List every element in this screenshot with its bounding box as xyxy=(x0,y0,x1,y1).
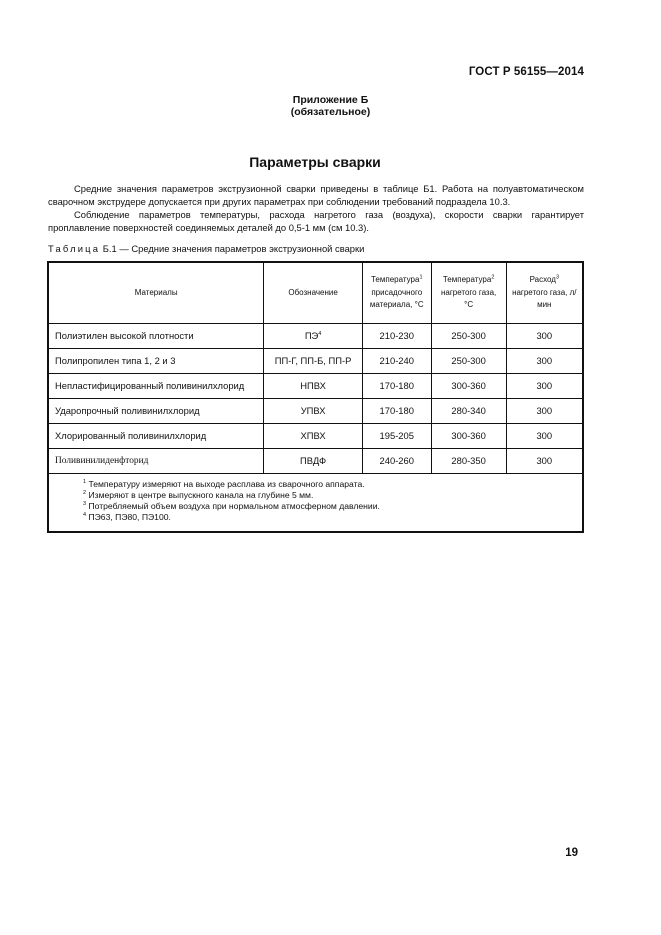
header-designation xyxy=(264,262,362,323)
footnote-number: 4 xyxy=(83,512,87,519)
table-row xyxy=(48,373,583,398)
paragraph-1-text: Средние значения параметров экструзионной сварки приведены в таблице Б1. Работа на полуавтоматическом сварочном экструдере допускается при других параметрах при соблюдении требований подраздела 10.3. xyxy=(48,183,584,207)
cell-gas-temperature: 280-350 xyxy=(431,448,506,473)
cell-gas-flow: 300 xyxy=(506,323,583,348)
cell-gas-temperature: 250-300 xyxy=(431,323,506,348)
table-row xyxy=(48,448,583,473)
header-designation-text: Обозначение xyxy=(288,287,338,297)
cell-gas-temperature: 280-340 xyxy=(431,398,506,423)
cell-designation xyxy=(264,373,362,398)
cell-gas-flow: 300 xyxy=(506,423,583,448)
table-note-text: Температуру измеряют на выходе расплава из сварочного аппарата. xyxy=(86,478,365,489)
header-filler-temperature-rest: присадочного материала, °С xyxy=(369,287,424,309)
cell-filler-temperature: 195-205 xyxy=(362,423,431,448)
cell-filler-temperature: 170-180 xyxy=(362,398,431,423)
header-filler-temperature-text: Температура xyxy=(370,275,420,284)
cell-designation xyxy=(264,323,362,348)
designation-text: ХПВХ xyxy=(300,430,326,441)
table-notes-row xyxy=(48,473,583,532)
annex-title: Приложение Б xyxy=(292,94,369,106)
footnote-ref: 3 xyxy=(555,274,559,281)
cell-filler-temperature: 210-230 xyxy=(362,323,431,348)
paragraph-2-text: Соблюдение параметров температуры, расхода нагретого газа (воздуха), скорости сварки гарантирует проплавление поверхностей соединяемых деталей до 0,5-1 мм (см 10.3). xyxy=(48,209,584,233)
cell-material: Непластифицированный поливинилхлорид xyxy=(48,373,264,398)
footnote-number: 1 xyxy=(83,478,87,485)
table-note-text: Измеряют в центре выпускного канала на глубине 5 мм. xyxy=(86,489,314,500)
cell-gas-flow: 300 xyxy=(506,348,583,373)
paragraph-1 xyxy=(48,182,584,208)
header-gas-flow-text: Расход xyxy=(529,275,556,284)
designation-text: НПВХ xyxy=(300,380,326,391)
cell-designation xyxy=(264,423,362,448)
designation-text: УПВХ xyxy=(300,405,326,416)
header-gas-temperature xyxy=(431,262,506,323)
header-gas-temperature-rest: нагретого газа, °С xyxy=(440,287,497,309)
header-gas-flow-rest: нагретого газа, л/мин xyxy=(512,287,577,309)
cell-filler-temperature: 240-260 xyxy=(362,448,431,473)
paragraph-2 xyxy=(48,208,584,234)
welding-parameters-table xyxy=(47,261,584,533)
table-note xyxy=(83,479,582,490)
table-note xyxy=(83,512,582,523)
cell-designation xyxy=(264,448,362,473)
table-row xyxy=(48,423,583,448)
footnote-ref: 2 xyxy=(491,274,495,281)
cell-gas-temperature: 300-360 xyxy=(431,423,506,448)
table-caption-prefix: Таблица xyxy=(48,243,101,254)
cell-designation xyxy=(264,348,362,373)
cell-material: Хлорированный поливинилхлорид xyxy=(48,423,264,448)
table-header-row xyxy=(48,262,583,323)
table-row xyxy=(48,398,583,423)
footnote-ref: 1 xyxy=(419,274,423,281)
cell-filler-temperature: 170-180 xyxy=(362,373,431,398)
cell-gas-temperature: 300-360 xyxy=(431,373,506,398)
header-filler-temperature xyxy=(362,262,431,323)
header-gas-flow xyxy=(506,262,583,323)
cell-gas-flow: 300 xyxy=(506,448,583,473)
table-note-text: ПЭ63, ПЭ80, ПЭ100. xyxy=(86,512,171,523)
designation-text: ПЭ xyxy=(304,330,319,341)
cell-material: Полиэтилен высокой плотности xyxy=(48,323,264,348)
cell-material: Поливинилиденфторид xyxy=(48,448,264,473)
page-number: 19 xyxy=(565,847,578,859)
table-caption xyxy=(48,243,364,254)
table-note xyxy=(83,490,582,501)
cell-gas-flow: 300 xyxy=(506,373,583,398)
header-materials xyxy=(48,262,264,323)
footnote-number: 2 xyxy=(83,489,87,496)
table-caption-text: Б.1 — Средние значения параметров экструзионной сварки xyxy=(100,243,365,254)
table-row xyxy=(48,323,583,348)
table-notes xyxy=(48,473,583,532)
cell-material: Ударопрочный поливинилхлорид xyxy=(48,398,264,423)
table-row xyxy=(48,348,583,373)
footnote-number: 3 xyxy=(83,501,87,508)
section-title: Параметры сварки xyxy=(249,154,381,170)
cell-filler-temperature: 210-240 xyxy=(362,348,431,373)
designation-text: ПП-Г, ПП-Б, ПП-Р xyxy=(274,355,352,366)
header-gas-temperature-text: Температура xyxy=(442,275,492,284)
document-code: ГОСТ Р 56155—2014 xyxy=(468,66,584,78)
header-materials-text: Материалы xyxy=(134,287,178,297)
footnote-ref: 4 xyxy=(318,330,322,337)
designation-text: ПВДФ xyxy=(300,455,327,466)
table-note xyxy=(83,501,582,512)
annex-subtitle: (обязательное) xyxy=(290,106,371,118)
cell-gas-temperature: 250-300 xyxy=(431,348,506,373)
cell-designation xyxy=(264,398,362,423)
cell-gas-flow: 300 xyxy=(506,398,583,423)
table-note-text: Потребляемый объем воздуха при нормальном атмосферном давлении. xyxy=(86,500,380,511)
cell-material: Полипропилен типа 1, 2 и 3 xyxy=(48,348,264,373)
